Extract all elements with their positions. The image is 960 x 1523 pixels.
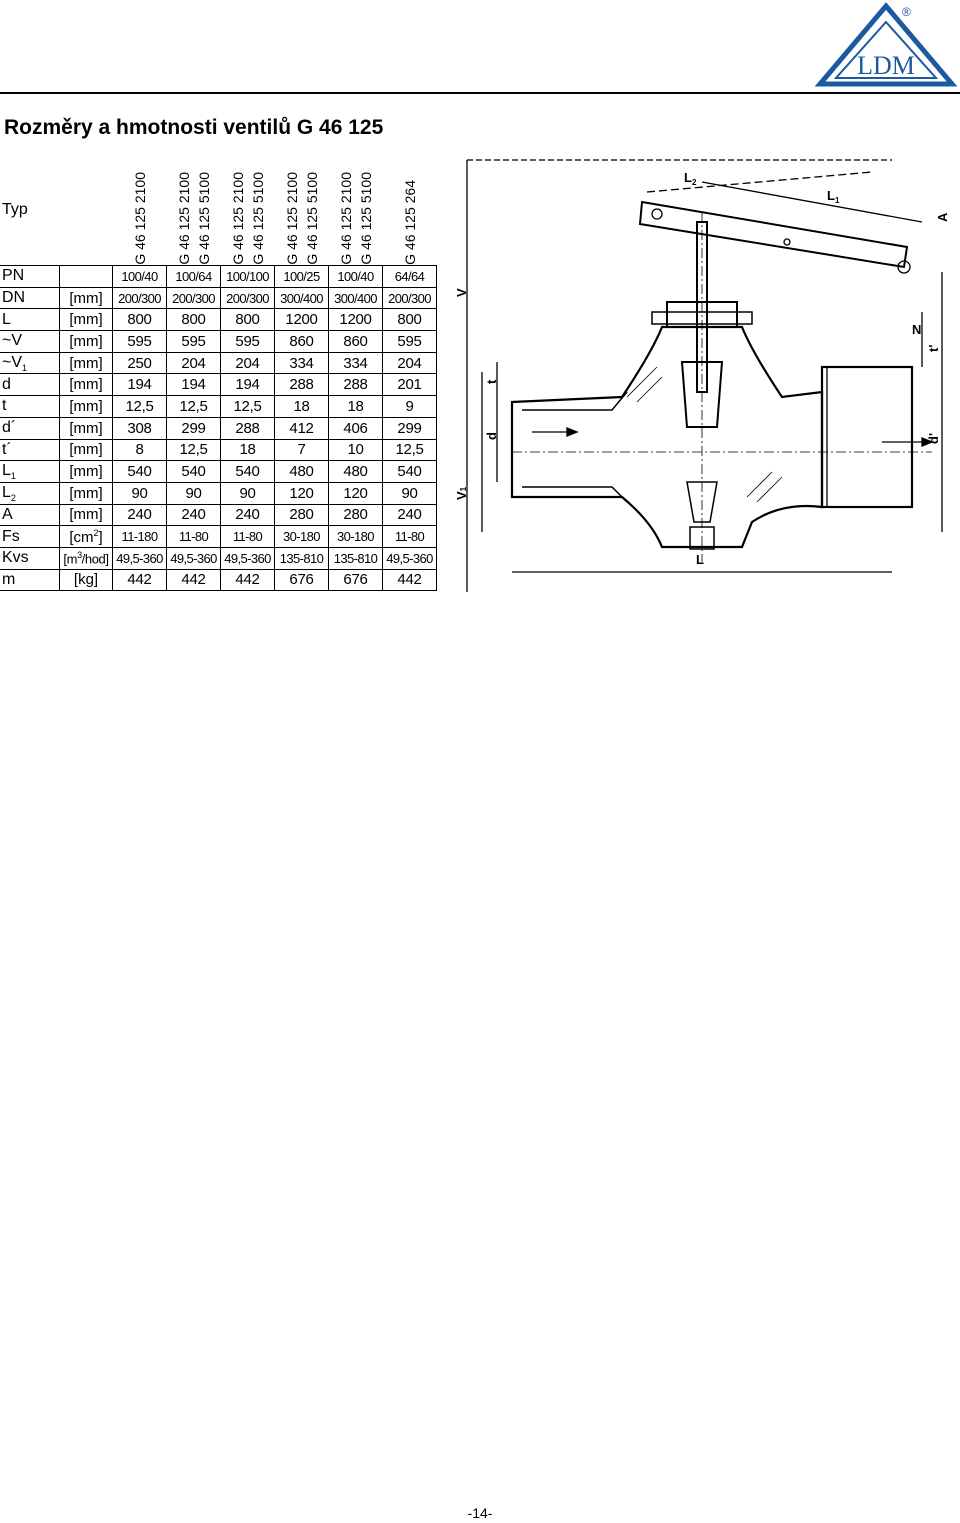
row-label	[0, 569, 60, 591]
table-cell: 334	[329, 352, 383, 374]
row-unit	[60, 352, 113, 374]
row-label	[0, 439, 60, 461]
row-unit-text: [m	[63, 551, 78, 567]
row-label	[0, 309, 60, 331]
table-row	[0, 266, 437, 288]
table-cell: 18	[221, 439, 275, 461]
table-cell: 11-80	[383, 526, 437, 548]
type-code: G 46 125 5100	[357, 172, 374, 265]
table-cell: 288	[329, 374, 383, 396]
table-cell: 100/25	[275, 266, 329, 288]
row-label-text: L	[2, 483, 11, 501]
row-unit-end: /hod]	[81, 551, 109, 567]
table-cell: 64/64	[383, 266, 437, 288]
table-cell: 1200	[275, 309, 329, 331]
row-label	[0, 266, 60, 288]
table-cell: 442	[383, 569, 437, 591]
table-cell: 595	[167, 331, 221, 353]
dim-label-t: t	[484, 379, 499, 384]
row-unit	[60, 374, 113, 396]
table-cell: 595	[221, 331, 275, 353]
type-code: G 46 125 5100	[195, 172, 212, 265]
table-cell: 194	[221, 374, 275, 396]
table-row	[0, 331, 437, 353]
table-cell: 194	[113, 374, 167, 396]
table-cell: 200/300	[383, 287, 437, 309]
row-unit-text: [mm]	[69, 354, 103, 372]
row-label-text: L	[2, 310, 11, 328]
table-cell: 800	[383, 309, 437, 331]
row-unit-text: [mm]	[69, 463, 103, 481]
row-unit	[60, 461, 113, 483]
row-label-text: t´	[2, 440, 12, 458]
table-cell: 240	[167, 504, 221, 526]
row-label	[0, 352, 60, 374]
logo-text: LDM	[857, 51, 915, 80]
table-cell: 120	[275, 482, 329, 504]
table-cell: 9	[383, 396, 437, 418]
dim-label-t-prime: t'	[926, 344, 941, 352]
table-cell: 200/300	[221, 287, 275, 309]
table-cell: 442	[113, 569, 167, 591]
registered-mark: ®	[902, 5, 911, 19]
table-cell: 90	[113, 482, 167, 504]
row-label	[0, 504, 60, 526]
row-unit-text: [mm]	[69, 289, 103, 307]
row-unit	[60, 569, 113, 591]
table-row	[0, 396, 437, 418]
table-row	[0, 309, 437, 331]
type-header	[113, 155, 167, 266]
row-label-text: t	[2, 397, 7, 415]
row-label-text: Fs	[2, 527, 20, 545]
table-cell: 7	[275, 439, 329, 461]
table-cell: 100/64	[167, 266, 221, 288]
row-label-text: m	[2, 570, 16, 588]
table-row	[0, 504, 437, 526]
table-cell: 595	[383, 331, 437, 353]
table-cell: 100/40	[113, 266, 167, 288]
row-unit-text: [mm]	[69, 376, 103, 394]
row-label-text: L	[2, 461, 11, 479]
table-cell: 100/100	[221, 266, 275, 288]
row-unit-text: [mm]	[69, 484, 103, 502]
row-unit-text: [mm]	[69, 419, 103, 437]
dim-label-n: N	[912, 322, 922, 337]
dim-label-d: d	[484, 432, 499, 440]
dim-label-l1: $L_1$	[827, 188, 840, 205]
table-cell: 676	[329, 569, 383, 591]
table-cell: 480	[275, 461, 329, 483]
table-row	[0, 439, 437, 461]
table-cell: 11-180	[113, 526, 167, 548]
table-cell: 288	[221, 417, 275, 439]
dim-label-l: L	[696, 552, 704, 567]
row-label-subscript: 2	[10, 492, 16, 503]
table-cell: 800	[167, 309, 221, 331]
dim-label-v: V	[454, 288, 469, 297]
table-row	[0, 461, 437, 483]
table-cell: 90	[383, 482, 437, 504]
type-code: G 46 125 5100	[249, 172, 266, 265]
type-header	[383, 155, 437, 266]
table-cell: 200/300	[113, 287, 167, 309]
row-unit	[60, 309, 113, 331]
row-label	[0, 526, 60, 548]
table-cell: 201	[383, 374, 437, 396]
table-cell: 120	[329, 482, 383, 504]
table-cell: 11-80	[167, 526, 221, 548]
table-cell: 49,5-360	[221, 547, 275, 569]
row-unit	[60, 526, 113, 548]
table-cell: 334	[275, 352, 329, 374]
table-cell: 30-180	[329, 526, 383, 548]
valve-drawing	[452, 152, 960, 604]
table-cell: 49,5-360	[113, 547, 167, 569]
row-unit-superscript: 2	[93, 527, 99, 538]
row-label-text: d	[2, 375, 11, 393]
row-unit-end: ]	[98, 528, 103, 546]
row-unit	[60, 482, 113, 504]
table-cell: 280	[329, 504, 383, 526]
dimension-table	[0, 155, 437, 591]
table-cell: 12,5	[221, 396, 275, 418]
table-row	[0, 547, 437, 569]
row-label	[0, 287, 60, 309]
table-cell: 90	[221, 482, 275, 504]
type-code: G 46 125 2100	[283, 172, 300, 265]
table-cell: 299	[167, 417, 221, 439]
type-header	[329, 155, 383, 266]
table-cell: 12,5	[167, 439, 221, 461]
table-cell: 204	[221, 352, 275, 374]
table-cell: 240	[221, 504, 275, 526]
type-header	[167, 155, 221, 266]
table-cell: 480	[329, 461, 383, 483]
row-label	[0, 396, 60, 418]
table-cell: 100/40	[329, 266, 383, 288]
row-label	[0, 417, 60, 439]
type-header	[275, 155, 329, 266]
row-unit-text: [kg]	[73, 571, 99, 589]
table-cell: 30-180	[275, 526, 329, 548]
row-unit	[60, 331, 113, 353]
dim-label-a: A	[935, 212, 950, 222]
type-header	[221, 155, 275, 266]
table-cell: 11-80	[221, 526, 275, 548]
row-unit-text: [mm]	[69, 441, 103, 459]
row-label	[0, 482, 60, 504]
table-cell: 308	[113, 417, 167, 439]
row-unit	[60, 396, 113, 418]
row-label	[0, 374, 60, 396]
table-cell: 90	[167, 482, 221, 504]
table-cell: 540	[167, 461, 221, 483]
row-label-text: ~V	[2, 332, 23, 350]
row-label-text: DN	[2, 289, 26, 307]
header-rule	[0, 92, 960, 94]
dim-label-d-prime: d'	[926, 432, 941, 444]
table-row	[0, 417, 437, 439]
table-cell: 49,5-360	[383, 547, 437, 569]
table-cell: 194	[167, 374, 221, 396]
row-unit	[60, 504, 113, 526]
table-cell: 200/300	[167, 287, 221, 309]
table-cell: 299	[383, 417, 437, 439]
table-cell: 800	[221, 309, 275, 331]
table-cell: 800	[113, 309, 167, 331]
type-code: G 46 125 2100	[229, 172, 246, 265]
table-cell: 406	[329, 417, 383, 439]
row-label-subscript: 1	[10, 471, 16, 482]
row-label	[0, 331, 60, 353]
table-cell: 860	[329, 331, 383, 353]
table-cell: 676	[275, 569, 329, 591]
row-unit-text: [mm]	[69, 397, 103, 415]
row-label-text: A	[2, 505, 13, 523]
table-cell: 442	[167, 569, 221, 591]
row-unit-text: [cm	[69, 528, 94, 546]
table-cell: 300/400	[275, 287, 329, 309]
table-row	[0, 569, 437, 591]
row-label-text: Kvs	[2, 549, 29, 567]
table-cell: 8	[113, 439, 167, 461]
table-cell: 540	[221, 461, 275, 483]
table-cell: 135-810	[329, 547, 383, 569]
row-unit	[60, 287, 113, 309]
dim-label-v1: V1	[454, 486, 469, 500]
table-cell: 49,5-360	[167, 547, 221, 569]
table-cell: 12,5	[167, 396, 221, 418]
row-unit	[60, 266, 113, 288]
type-code: G 46 125 2100	[175, 172, 192, 265]
type-code: G 46 125 264	[401, 180, 418, 265]
table-cell: 204	[383, 352, 437, 374]
table-cell: 250	[113, 352, 167, 374]
row-label	[0, 461, 60, 483]
row-label-text: d´	[2, 419, 17, 437]
table-cell: 240	[383, 504, 437, 526]
table-row	[0, 482, 437, 504]
type-label: Typ	[2, 201, 28, 218]
table-cell: 12,5	[383, 439, 437, 461]
table-cell: 288	[275, 374, 329, 396]
table-row	[0, 287, 437, 309]
ldm-logo	[812, 0, 960, 92]
table-row	[0, 374, 437, 396]
table-row	[0, 526, 437, 548]
table-cell: 1200	[329, 309, 383, 331]
dim-label-l2: $L_2$	[684, 170, 697, 187]
table-cell: 300/400	[329, 287, 383, 309]
type-code: G 46 125 5100	[303, 172, 320, 265]
table-cell: 860	[275, 331, 329, 353]
page-number: -14-	[467, 1505, 493, 1521]
row-label	[0, 547, 60, 569]
row-unit	[60, 417, 113, 439]
row-unit	[60, 547, 113, 569]
table-cell: 540	[383, 461, 437, 483]
table-cell: 280	[275, 504, 329, 526]
row-label-subscript: 1	[22, 362, 28, 373]
row-label-text: PN	[2, 267, 25, 285]
table-row	[0, 352, 437, 374]
row-unit-text: [mm]	[69, 311, 103, 329]
table-cell: 135-810	[275, 547, 329, 569]
table-cell: 18	[329, 396, 383, 418]
table-cell: 18	[275, 396, 329, 418]
table-cell: 12,5	[113, 396, 167, 418]
table-cell: 204	[167, 352, 221, 374]
table-cell: 10	[329, 439, 383, 461]
table-cell: 442	[221, 569, 275, 591]
row-unit-text: [mm]	[69, 332, 103, 350]
type-code: G 46 125 2100	[131, 172, 148, 265]
row-unit	[60, 439, 113, 461]
row-unit-superscript: 3	[77, 550, 82, 561]
page-title: Rozměry a hmotnosti ventilů G 46 125	[4, 116, 384, 139]
table-cell: 412	[275, 417, 329, 439]
type-code: G 46 125 2100	[337, 172, 354, 265]
table-cell: 240	[113, 504, 167, 526]
row-unit-text: [mm]	[69, 506, 103, 524]
table-cell: 540	[113, 461, 167, 483]
table-cell: 595	[113, 331, 167, 353]
row-label-text: ~V	[2, 353, 23, 371]
